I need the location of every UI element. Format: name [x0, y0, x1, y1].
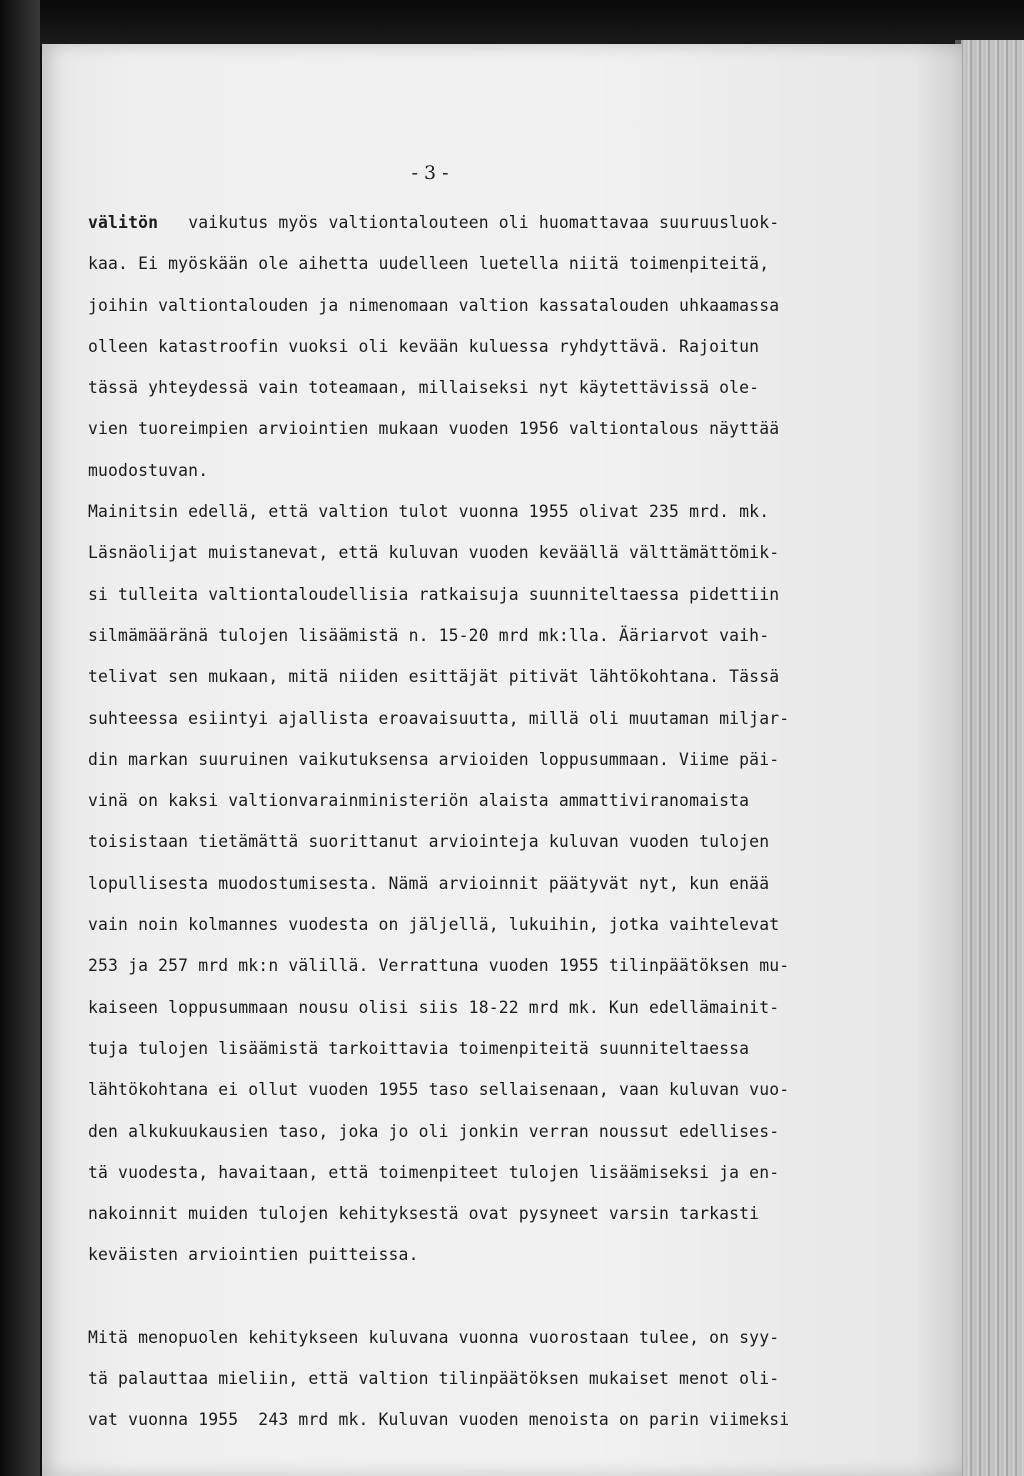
scan-border-top [0, 0, 1024, 46]
text-line: lopullisesta muodostumisesta. Nämä arvioinnit päätyvät nyt, kun enää [88, 873, 770, 893]
scan-border-left [0, 0, 40, 1476]
text-line: Läsnäolijat muistanevat, että kuluvan vuoden keväällä välttämättömik- [88, 543, 780, 563]
text-line: din markan suuruinen vaikutuksensa arvioiden loppusummaan. Viime päi- [88, 749, 780, 769]
text-line: tä palauttaa mieliin, että valtion tilinpäätöksen mukaiset menot oli- [88, 1369, 780, 1389]
book-page-edges [955, 40, 1024, 1476]
text-line: tä vuodesta, havaitaan, että toimenpiteet tulojen lisäämiseksi ja en- [88, 1162, 780, 1182]
text-line: olleen katastroofin vuoksi oli kevään kuluessa ryhdyttävä. Rajoitun [88, 336, 760, 356]
text-line: vien tuoreimpien arviointien mukaan vuoden 1956 valtiontalous näyttää [88, 419, 780, 439]
text-line: vinä on kaksi valtionvarainministeriön alaista ammattiviranomaista [88, 791, 750, 811]
text-line: tässä yhteydessä vain toteamaan, millaiseksi nyt käytettävissä ole- [88, 378, 760, 398]
text-line: muodostuvan. [88, 460, 209, 480]
paragraph-gap [88, 1276, 918, 1317]
text-line: keväisten arviointien puitteissa. [88, 1245, 419, 1265]
text-line: Mainitsin edellä, että valtion tulot vuonna 1955 olivat 235 mrd. mk. [88, 502, 770, 522]
text-line: vat vuonna 1955 243 mrd mk. Kuluvan vuoden menoista on parin viimeksi [88, 1410, 790, 1430]
text-line: kaa. Ei myöskään ole aihetta uudelleen luetella niitä toimenpiteitä, [88, 254, 770, 274]
text-line-content: vaikutus myös valtiontalouteen oli huomattavaa suuruusluok- [188, 213, 780, 232]
text-line: Mitä menopuolen kehitykseen kuluvana vuonna vuorostaan tulee, on syy- [88, 1327, 780, 1347]
text-line: suhteessa esiintyi ajallista eroavaisuutta, millä oli muutaman miljar- [88, 708, 790, 728]
text-line: nakoinnit muiden tulojen kehityksestä ovat pysyneet varsin tarkasti [88, 1204, 760, 1224]
text-line: toisistaan tietämättä suorittanut arviointeja kuluvan vuoden tulojen [88, 832, 770, 852]
text-line: den alkukuukausien taso, joka jo oli jonkin verran noussut edellises- [88, 1121, 780, 1141]
text-line: 253 ja 257 mrd mk:n välillä. Verrattuna vuoden 1955 tilinpäätöksen mu- [88, 956, 790, 976]
page-number: - 3 - [411, 162, 449, 184]
text-line: si tulleita valtiontaloudellisia ratkaisuja suunniteltaessa pidettiin [88, 584, 780, 604]
text-line: vain noin kolmannes vuodesta on jäljellä, lukuihin, jotka vaihtelevat [88, 915, 780, 935]
text-line: joihin valtiontalouden ja nimenomaan valtion kassatalouden uhkaamassa [88, 295, 780, 315]
text-line [88, 202, 918, 243]
text-line: silmämääränä tulojen lisäämistä n. 15-20 mrd mk:lla. Ääriarvot vaih- [88, 625, 770, 645]
typewritten-text [88, 202, 918, 1441]
first-word: välitön [88, 213, 159, 232]
text-line: lähtökohtana ei ollut vuoden 1955 taso sellaisenaan, vaan kuluvan vuo- [88, 1080, 790, 1100]
text-line: telivat sen mukaan, mitä niiden esittäjät pitivät lähtökohtana. Tässä [88, 667, 780, 687]
text-line: kaiseen loppusummaan nousu olisi siis 18-22 mrd mk. Kun edellämainit- [88, 997, 780, 1017]
text-line: tuja tulojen lisäämistä tarkoittavia toimenpiteitä suunniteltaessa [88, 1038, 750, 1058]
